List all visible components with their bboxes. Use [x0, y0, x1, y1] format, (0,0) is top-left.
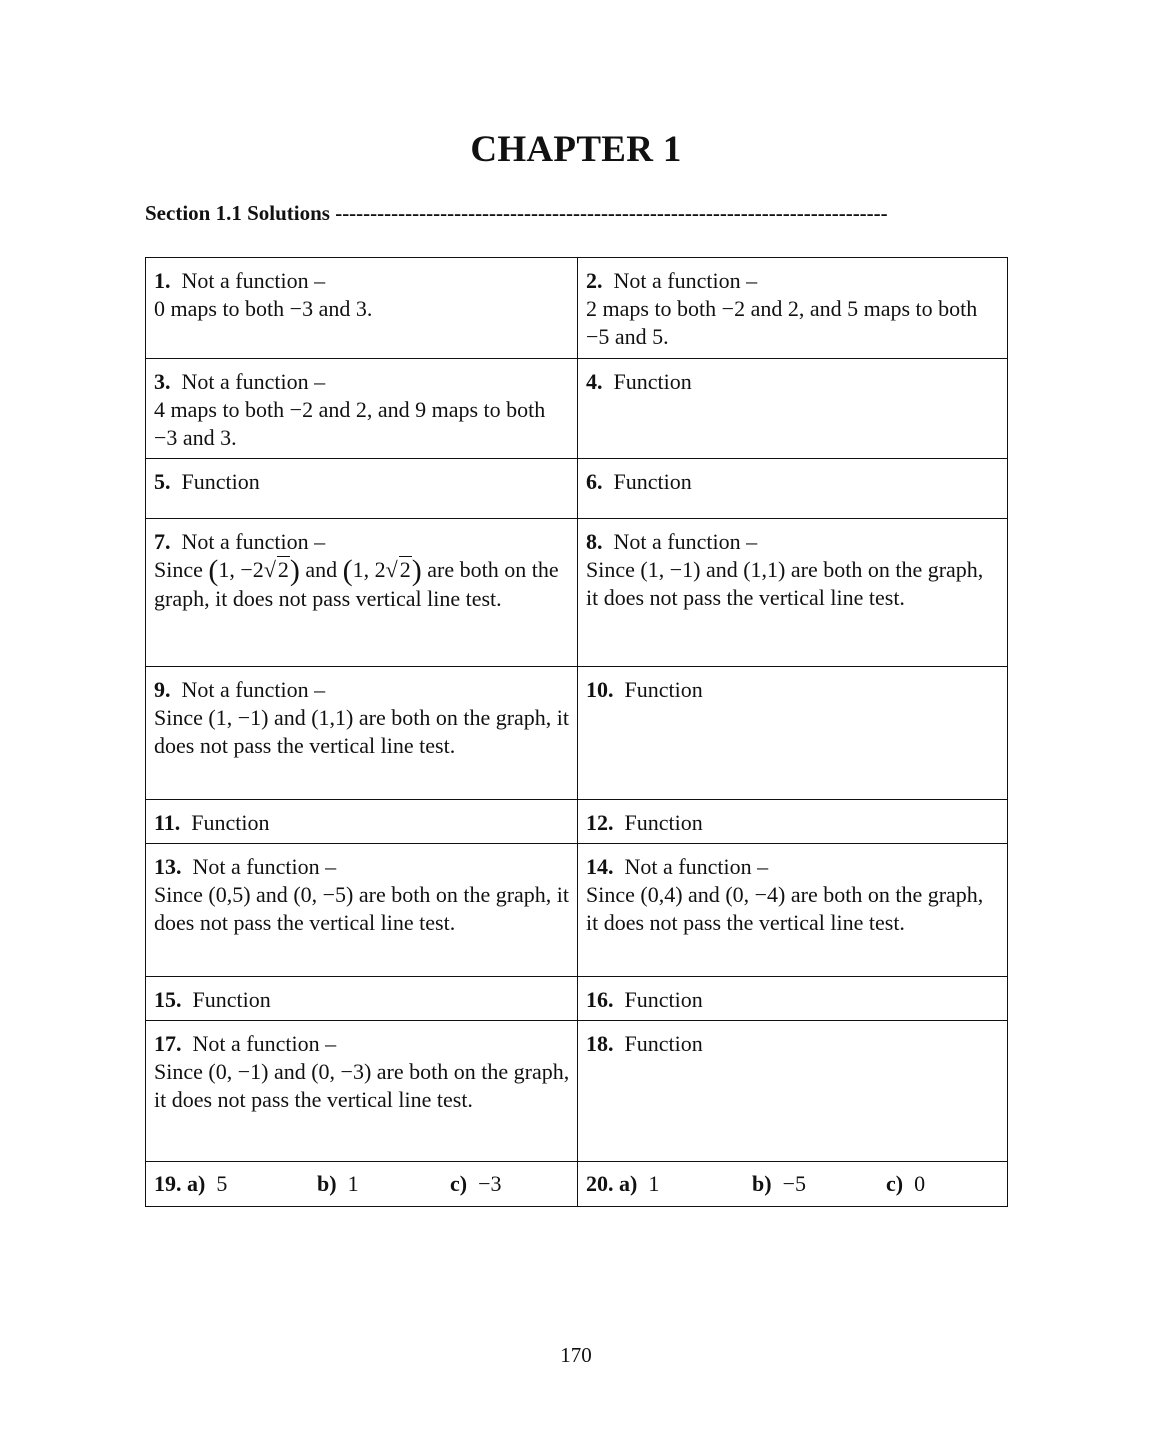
since-word: Since	[154, 557, 203, 582]
solution-17	[146, 1021, 578, 1162]
point-2: (1,1)	[311, 705, 354, 730]
point-1: (0,5)	[208, 882, 251, 907]
solution-18	[578, 1021, 1008, 1162]
answer-a: a) 1	[619, 1171, 660, 1196]
item-number: 13.	[154, 854, 182, 879]
answer-b: b) 1	[317, 1171, 359, 1196]
since-word: Since	[586, 882, 635, 907]
item-verdict: Not a function –	[192, 1031, 337, 1056]
item-number: 10.	[586, 677, 614, 702]
and-word: and	[256, 882, 288, 907]
item-verdict: Function	[181, 469, 260, 494]
table-row	[146, 667, 1008, 800]
point-2: (1, 2√2)	[342, 554, 422, 587]
solution-16	[578, 977, 1008, 1021]
solution-1	[146, 258, 578, 359]
item-number: 2.	[586, 268, 603, 293]
item-verdict: Function	[613, 369, 692, 394]
solution-6	[578, 459, 1008, 519]
since-word: Since	[586, 557, 635, 582]
item-number: 20.	[586, 1171, 614, 1196]
answer-c: c) 0	[886, 1171, 926, 1196]
solution-13	[146, 844, 578, 977]
item-explanation: 4 maps to both −2 and 2, and 9 maps to both −3 and 3.	[154, 397, 546, 450]
point-1: (0,4)	[640, 882, 683, 907]
solution-2	[578, 258, 1008, 359]
item-number: 6.	[586, 469, 603, 494]
table-row	[146, 359, 1008, 459]
since-word: Since	[154, 705, 203, 730]
item-number: 9.	[154, 677, 171, 702]
table-row	[146, 977, 1008, 1021]
item-verdict: Function	[192, 987, 271, 1012]
point-2: (1,1)	[743, 557, 786, 582]
and-word: and	[273, 1059, 306, 1084]
table-row	[146, 459, 1008, 519]
point-2: (0, −4)	[725, 882, 786, 907]
item-verdict: Function	[624, 1031, 703, 1056]
item-explanation: are both on the graph, it does not pass the vertical line test.	[586, 557, 984, 610]
chapter-title: CHAPTER 1	[470, 129, 682, 170]
item-verdict: Function	[624, 987, 703, 1012]
solution-11	[146, 800, 578, 844]
page-number: 170	[560, 1343, 592, 1367]
solution-4	[578, 359, 1008, 459]
item-explanation: are both on the graph, it does not pass the vertical line test.	[154, 705, 570, 758]
point-1: (1, −1)	[208, 705, 269, 730]
item-number: 18.	[586, 1031, 614, 1056]
solution-14	[578, 844, 1008, 977]
answer-a: a) 5	[187, 1171, 228, 1196]
and-word: and	[273, 705, 306, 730]
table-row	[146, 519, 1008, 667]
item-number: 3.	[154, 369, 171, 394]
item-number: 17.	[154, 1031, 182, 1056]
item-verdict: Not a function –	[624, 854, 769, 879]
and-word: and	[688, 882, 720, 907]
item-number: 8.	[586, 529, 603, 554]
table-row	[146, 844, 1008, 977]
item-verdict: Not a function –	[181, 529, 326, 554]
item-number: 14.	[586, 854, 614, 879]
item-verdict: Not a function –	[181, 369, 326, 394]
and-word: and	[705, 557, 738, 582]
item-number: 4.	[586, 369, 603, 394]
item-number: 5.	[154, 469, 171, 494]
item-verdict: Function	[191, 810, 270, 835]
point-1: (1, −2√2)	[208, 554, 300, 587]
solution-12	[578, 800, 1008, 844]
point-2: (0, −3)	[311, 1059, 372, 1084]
point-1: (0, −1)	[208, 1059, 269, 1084]
table-row	[146, 800, 1008, 844]
item-number: 16.	[586, 987, 614, 1012]
since-word: Since	[154, 882, 203, 907]
solution-20	[578, 1162, 1008, 1207]
item-explanation: are both on the graph, it does not pass vertical line test.	[154, 557, 559, 611]
since-word: Since	[154, 1059, 203, 1084]
item-number: 12.	[586, 810, 614, 835]
solution-9	[146, 667, 578, 800]
item-verdict: Not a function –	[181, 677, 326, 702]
item-verdict: Not a function –	[181, 268, 326, 293]
table-row	[146, 258, 1008, 359]
item-verdict: Not a function –	[192, 854, 337, 879]
solution-5	[146, 459, 578, 519]
point-2: (0, −5)	[293, 882, 354, 907]
solution-19	[146, 1162, 578, 1207]
answer-c: c) −3	[450, 1171, 502, 1196]
solution-10	[578, 667, 1008, 800]
item-explanation: 0 maps to both −3 and 3.	[154, 296, 373, 321]
item-explanation: are both on the graph, it does not pass the vertical line test.	[154, 1059, 570, 1112]
solution-7	[146, 519, 578, 667]
item-verdict: Not a function –	[613, 268, 758, 293]
item-explanation: are both on the graph, it does not pass the vertical line test.	[154, 882, 570, 935]
solution-15	[146, 977, 578, 1021]
solution-8	[578, 519, 1008, 667]
item-number: 1.	[154, 268, 171, 293]
item-verdict: Function	[624, 810, 703, 835]
item-number: 11.	[154, 810, 181, 835]
item-explanation: 2 maps to both −2 and 2, and 5 maps to both −5 and 5.	[586, 296, 978, 349]
item-number: 7.	[154, 529, 171, 554]
answer-b: b) −5	[752, 1171, 806, 1196]
item-verdict: Function	[624, 677, 703, 702]
and-word: and	[305, 557, 338, 582]
point-1: (1, −1)	[640, 557, 701, 582]
solutions-table	[145, 257, 1008, 1207]
section-heading: Section 1.1 Solutions -------------------------------------------------------------------------------	[145, 201, 888, 225]
table-row	[146, 1162, 1008, 1207]
item-explanation: are both on the graph, it does not pass the vertical line test.	[586, 882, 984, 935]
item-number: 19.	[154, 1171, 182, 1196]
solution-3	[146, 359, 578, 459]
table-row	[146, 1021, 1008, 1162]
item-verdict: Not a function –	[613, 529, 758, 554]
item-verdict: Function	[613, 469, 692, 494]
item-number: 15.	[154, 987, 182, 1012]
